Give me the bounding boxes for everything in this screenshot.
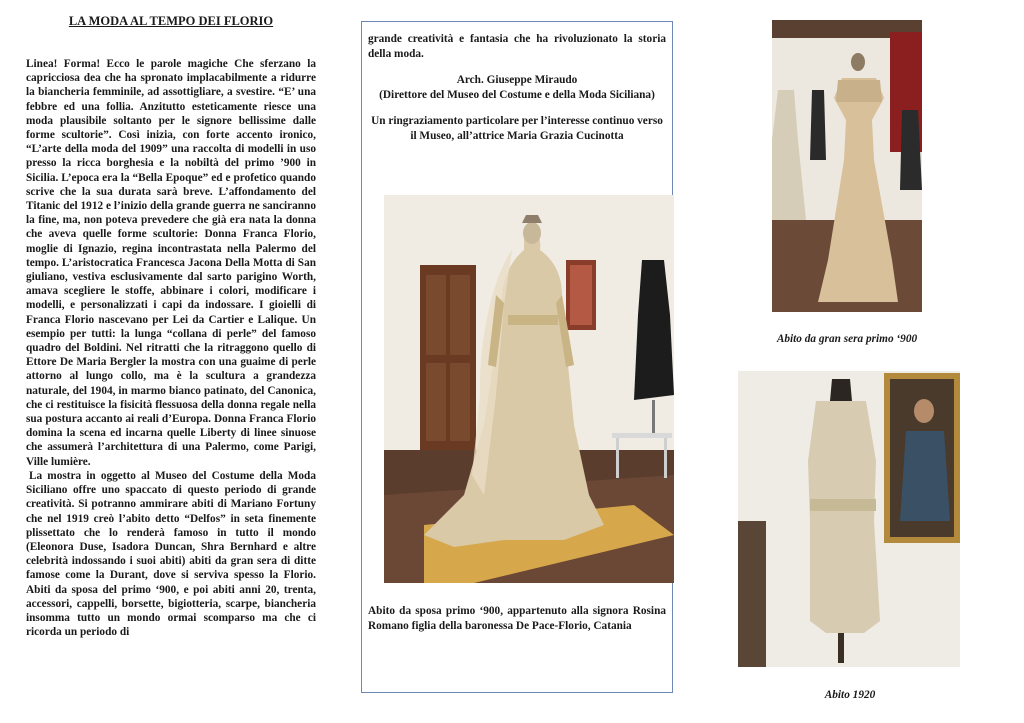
article-body bbox=[26, 57, 316, 639]
article-column-left bbox=[26, 14, 316, 639]
wedding-dress-illustration bbox=[384, 195, 674, 583]
wedding-dress-photo bbox=[384, 195, 674, 583]
acknowledgement: Un ringraziamento particolare per l’interesse continuo verso il Museo, all’attrice Maria Grazia Cucinotta bbox=[371, 115, 663, 142]
dress-1920-illustration bbox=[738, 371, 960, 667]
article-continuation: grande creatività e fantasia che ha rivoluzionato la storia della moda. bbox=[368, 33, 666, 60]
author-name: Arch. Giuseppe Miraudo bbox=[456, 74, 578, 86]
article-title: LA MODA AL TEMPO DEI FLORIO bbox=[68, 14, 274, 28]
dress-1920-caption: Abito 1920 bbox=[824, 689, 876, 701]
evening-dress-photo bbox=[772, 20, 922, 312]
author-signature bbox=[368, 73, 666, 102]
evening-dress-illustration bbox=[772, 20, 922, 312]
article-column-middle bbox=[361, 21, 673, 693]
paragraph-1: Linea! Forma! Ecco le parole magiche Che sferzano la capricciosa dea che ha spronato implacabilmente a ridurre la biancheria femminile, ad assottigliare, a svestire. “E’ una febbre ed una follia. Anzitutto esteticamente riesce una moda plausibile soltanto per le signore bellissime dalle forme scultorie”. Così inizia, con forte accento ironico, “L’arte della moda del 1909” una raccolta di modelli in uso presso la ricca borghesia e la nobiltà del primo ’900 in Sicilia. L’epoca era la “Bella Epoque” ed e profetico quando scrive che la sua durata sarà breve. L’affondamento del Titanic del 1912 e l’inizio della grande guerra ne sanciranno la fine, ma, non poteva prevedere che già era nata la donna che aveva quelle forme scultorie: Donna Franca Florio, moglie di Ignazio, regina incontrastata nella Palermo del tempo. L’aristocratica Francesca Jacona Della Motta di San giuliano, vestiva esclusivamente dal sarto parigino Worth, amava scegliere le stoffe, abbinare i colori, modificare i modelli, e personalizzati i capi da indossare. I gioielli di Franca Florio nascevano per Lei da Cartier e Lalique. Un esempio per tutti: la lunga “collana di perle” del famoso quadro del Boldini. Nel ritratti che la ritraggono quello di Ettore De Maria Bergler la mostra con una guaime di perle attorno al lungo collo, ma è la scultura a grandezza naturale, del 1904, in marmo bianco patinato, del Canonica, che ci restituisce la fisicità flessuosa della donna regale nella sua postura accanto ai reali d’Europa. Donna Franca Florio domina la scena ed incarna quelle Liberty di linee sinuose che assumerà l’architettura di una Palermo, come Parigi, Ville lumière. bbox=[26, 58, 316, 468]
dress-1920-photo bbox=[738, 371, 960, 667]
paragraph-2: La mostra in oggetto al Museo del Costume della Moda Siciliano offre uno spaccato di questo periodo di grande creatività. Si potranno ammirare abiti di Mariano Fortuny che nel 1919 creò l’abito detto “Delfos” in seta finemente plissettato che lo renderà famoso in tutto il mondo (Eleonora Duse, Isadora Duncan, Shra Bernhard e altre celebrità indossando i suoi abiti) abiti da gran sera di ditte famose come la Durant, dove si serviva spesso la Florio. Abiti da sposa del primo ‘900, e poi abiti anni 20, trenta, accessori, cappelli, borsette, bigiotteria, scarpe, biancheria insomma tutto un mondo ormai scomparso ma che ci ricorda un periodo di bbox=[26, 469, 316, 639]
evening-dress-caption: Abito da gran sera primo ‘900 bbox=[776, 333, 918, 345]
author-role: (Direttore del Museo del Costume e della Moda Siciliana) bbox=[379, 88, 655, 101]
wedding-dress-caption: Abito da sposa primo ‘900, appartenuto alla signora Rosina Romano figlia della baronessa De Pace-Florio, Catania bbox=[368, 605, 666, 632]
